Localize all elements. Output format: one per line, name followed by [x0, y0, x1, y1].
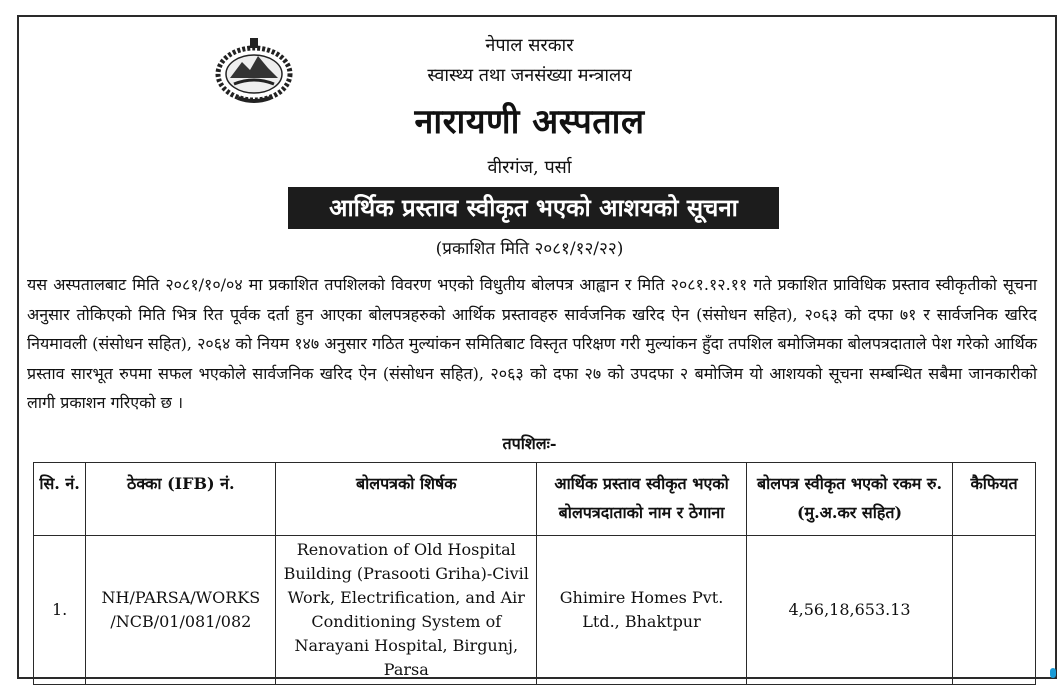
header-ifb: ठेक्का (IFB) नं.: [86, 463, 276, 536]
government-name: नेपाल सरकार: [485, 35, 574, 56]
ministry-name: स्वास्थ्य तथा जनसंख्या मन्त्रालय: [427, 65, 632, 86]
header-remarks: कैफियत: [953, 463, 1036, 536]
header-title: बोलपत्रको शिर्षक: [276, 463, 537, 536]
hospital-name: नारायणी अस्पताल: [414, 102, 645, 142]
notice-title-banner: आर्थिक प्रस्ताव स्वीकृत भएको आशयको सूचना: [288, 187, 779, 229]
cell-title: Renovation of Old Hospital Building (Prasooti Griha)-Civil Work, Electrification, and Air Conditioning System of Narayani Hospital, Birgunj, Parsa: [276, 536, 537, 685]
cell-ifb: NH/PARSA/WORKS /NCB/01/081/082: [86, 536, 276, 685]
header-serial: सि. नं.: [34, 463, 86, 536]
cell-serial: 1.: [34, 536, 86, 685]
award-table: [33, 462, 1036, 685]
notice-body: यस अस्पतालबाट मिति २०८१/१०/०४ मा प्रकाशित तपशिलको विवरण भएको विधुतीय बोलपत्र आह्वान र मिति २०८१.१२.११ गते प्रकाशित प्राविधिक प्रस्ताव स्वीकृतीको सूचना अनुसार तोकिएको मिति भित्र रित पूर्वक दर्ता हुन आएका बोलपत्रहरुको आर्थिक प्रस्तावहरु सार्वजनिक खरिद ऐन (संसोधन सहित), २०६३ को दफा ७१ र सार्वजनिक खरिद नियमावली (संसोधन सहित), २०६४ को नियम १४७ अनुसार गठित मुल्यांकन समितिबाट विस्तृत परिक्षण गरी मुल्यांकन हुँदा तपशिल बमोजिमका बोलपत्रदाताले पेश गरेको आर्थिक प्रस्ताव सारभूत रुपमा सफल भएकोले सार्वजनिक खरिद ऐन (संसोधन सहित), २०६३ को दफा २७ को उपदफा २ बमोजिम यो आशयको सूचना सम्बन्धित सबैमा जानकारीको लागी प्रकाशन गरिएको छ ।: [27, 275, 1037, 412]
cell-amount: 4,56,18,653.13: [746, 536, 952, 685]
table-row: [34, 536, 1036, 685]
hospital-location: वीरगंज, पर्सा: [487, 157, 572, 178]
schedule-label: तपशिलः-: [502, 434, 557, 453]
cell-bidder: Ghimire Homes Pvt. Ltd., Bhaktpur: [537, 536, 747, 685]
header-bidder: आर्थिक प्रस्ताव स्वीकृत भएको बोलपत्रदाताको नाम र ठेगाना: [537, 463, 747, 536]
edge-mark: [1050, 668, 1056, 678]
published-date: (प्रकाशित मिति २०८१/१२/२२): [435, 239, 624, 259]
header-amount: बोलपत्र स्वीकृत भएको रकम रु.(मु.अ.कर सहित): [746, 463, 952, 536]
cell-remarks: [953, 536, 1036, 685]
table-header-row: [34, 463, 1036, 536]
